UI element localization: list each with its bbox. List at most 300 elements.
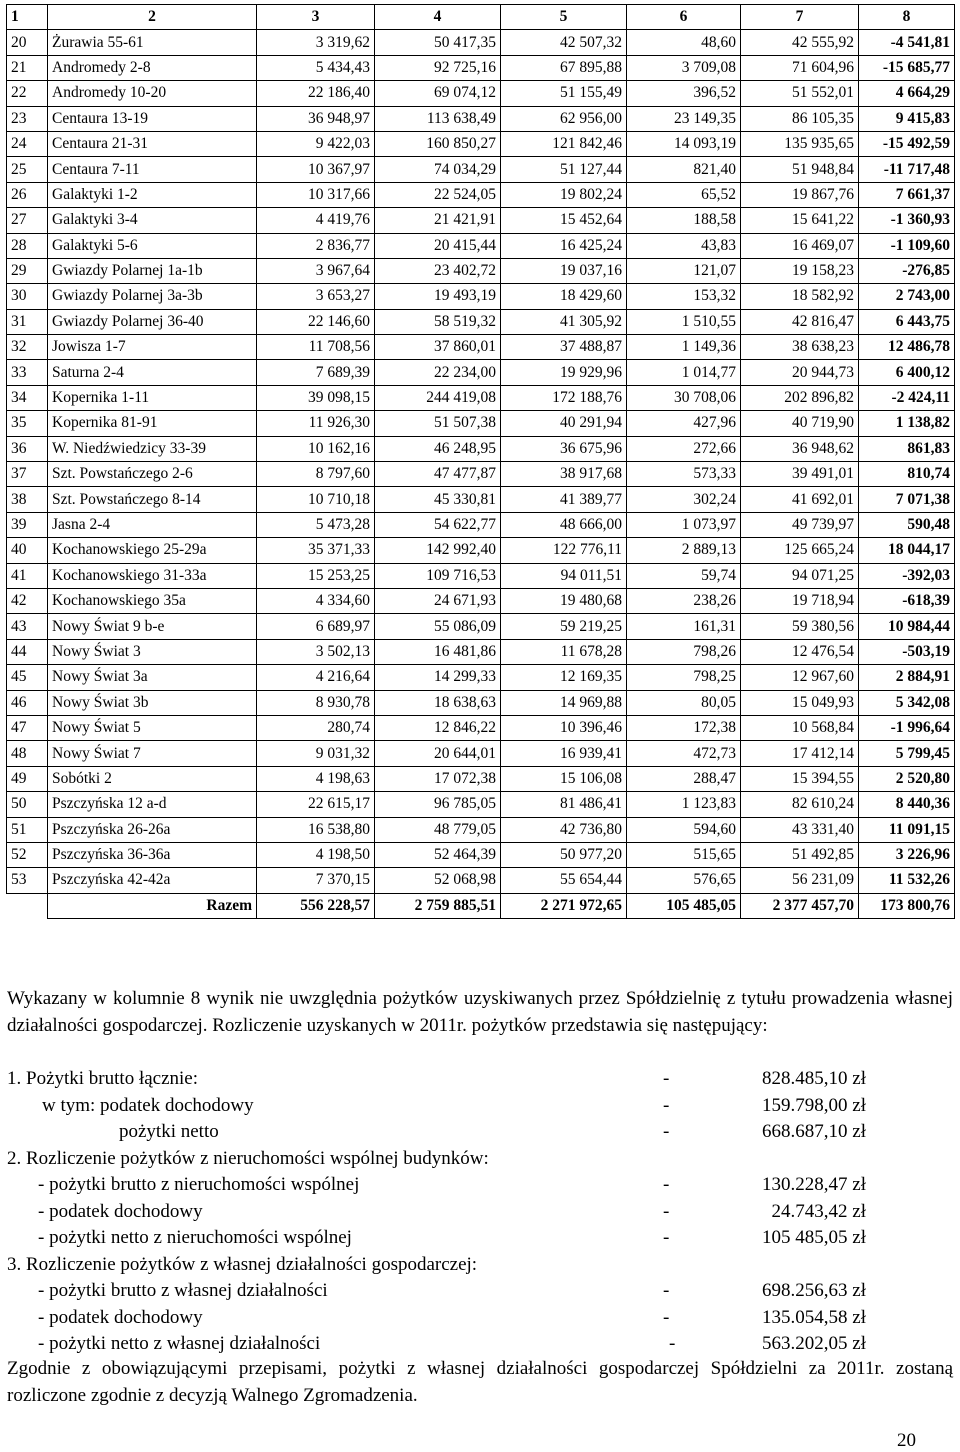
value-cell: 48,60	[627, 30, 741, 55]
header-cell: 8	[859, 5, 955, 30]
value-cell: 36 675,96	[501, 436, 627, 461]
section-3-line-3: - pożytki netto z własnej działalności	[38, 1333, 321, 1354]
value-cell: 2 743,00	[859, 284, 955, 309]
value-cell: 244 419,08	[375, 385, 501, 410]
row-number-cell: 46	[7, 690, 48, 715]
value-cell: 40 291,94	[501, 411, 627, 436]
row-number-cell: 48	[7, 741, 48, 766]
address-cell: Szt. Powstańczego 8-14	[48, 487, 257, 512]
value-cell: -15 685,77	[859, 55, 955, 80]
value-cell: -503,19	[859, 639, 955, 664]
address-cell: Saturna 2-4	[48, 360, 257, 385]
table-row	[7, 462, 955, 487]
value-cell: 2 520,80	[859, 766, 955, 791]
address-cell: Kopernika 81-91	[48, 411, 257, 436]
row-number-cell: 31	[7, 309, 48, 334]
row-number-cell: 44	[7, 639, 48, 664]
header-cell: 5	[501, 5, 627, 30]
section-2-line-2: - podatek dochodowy	[38, 1201, 203, 1222]
value-cell: 92 725,16	[375, 55, 501, 80]
value-cell: 23 402,72	[375, 258, 501, 283]
value-cell: 238,26	[627, 588, 741, 613]
row-number-cell: 49	[7, 766, 48, 791]
value-cell: 52 068,98	[375, 868, 501, 893]
dash: -	[663, 1174, 670, 1195]
value-cell: 798,26	[627, 639, 741, 664]
value-cell: 46 248,95	[375, 436, 501, 461]
value-cell: 81 486,41	[501, 792, 627, 817]
value-cell: 821,40	[627, 157, 741, 182]
row-number-cell: 21	[7, 55, 48, 80]
address-cell: Andromedy 10-20	[48, 81, 257, 106]
value-cell: 5 799,45	[859, 741, 955, 766]
value-cell: 94 011,51	[501, 563, 627, 588]
section-3-title: 3. Rozliczenie pożytków z własnej działalności gospodarczej:	[7, 1254, 478, 1275]
value-cell: 7 661,37	[859, 182, 955, 207]
value-cell: 39 098,15	[257, 385, 375, 410]
value-cell: 172,38	[627, 715, 741, 740]
value-cell: 48 666,00	[501, 512, 627, 537]
table-row	[7, 639, 955, 664]
value-cell: 161,31	[627, 614, 741, 639]
address-cell: W. Niedźwiedzicy 33-39	[48, 436, 257, 461]
address-cell: Gwiazdy Polarnej 3a-3b	[48, 284, 257, 309]
value-cell: 14 969,88	[501, 690, 627, 715]
value-cell: 21 421,91	[375, 208, 501, 233]
value-cell: 41 692,01	[741, 487, 859, 512]
value-cell: 94 071,25	[741, 563, 859, 588]
value-cell: 22 146,60	[257, 309, 375, 334]
value-cell: 18 044,17	[859, 538, 955, 563]
dash: -	[663, 1307, 670, 1328]
value-cell: 3 967,64	[257, 258, 375, 283]
value-cell: 3 653,27	[257, 284, 375, 309]
value-cell: 36 948,62	[741, 436, 859, 461]
table-row	[7, 131, 955, 156]
value-cell: 20 644,01	[375, 741, 501, 766]
value-cell: 51 155,49	[501, 81, 627, 106]
financial-table	[6, 4, 955, 919]
address-cell: Nowy Świat 3a	[48, 665, 257, 690]
value-cell: -1 360,93	[859, 208, 955, 233]
table-row	[7, 258, 955, 283]
value-cell: 142 992,40	[375, 538, 501, 563]
table-row	[7, 487, 955, 512]
value-cell: 9 031,32	[257, 741, 375, 766]
value-cell: 4 419,76	[257, 208, 375, 233]
value-cell: 10 367,97	[257, 157, 375, 182]
address-cell: Pszczyńska 42-42a	[48, 868, 257, 893]
address-cell: Kochanowskiego 35a	[48, 588, 257, 613]
value-cell: 20 415,44	[375, 233, 501, 258]
address-cell: Nowy Świat 3b	[48, 690, 257, 715]
address-cell: Pszczyńska 12 a-d	[48, 792, 257, 817]
value-cell: 8 930,78	[257, 690, 375, 715]
address-cell: Gwiazdy Polarnej 1a-1b	[48, 258, 257, 283]
address-cell: Galaktyki 1-2	[48, 182, 257, 207]
value-cell: 5 473,28	[257, 512, 375, 537]
value-cell: 69 074,12	[375, 81, 501, 106]
value-cell: 18 582,92	[741, 284, 859, 309]
table-body	[7, 5, 955, 919]
value-cell: 5 342,08	[859, 690, 955, 715]
address-cell: Jasna 2-4	[48, 512, 257, 537]
value-cell: 573,33	[627, 462, 741, 487]
value-cell: 11 708,56	[257, 335, 375, 360]
value-cell: 14 299,33	[375, 665, 501, 690]
row-number-cell: 30	[7, 284, 48, 309]
value-cell: 861,83	[859, 436, 955, 461]
value-cell: 5 434,43	[257, 55, 375, 80]
table-row	[7, 208, 955, 233]
row-number-cell: 22	[7, 81, 48, 106]
header-cell: 1	[7, 5, 48, 30]
value-cell: 202 896,82	[741, 385, 859, 410]
value-cell: 19 867,76	[741, 182, 859, 207]
table-row	[7, 284, 955, 309]
address-cell: Nowy Świat 9 b-e	[48, 614, 257, 639]
row-number-cell: 35	[7, 411, 48, 436]
address-cell: Nowy Świat 5	[48, 715, 257, 740]
table-row	[7, 741, 955, 766]
value-cell: 38 638,23	[741, 335, 859, 360]
value-cell: 65,52	[627, 182, 741, 207]
value-cell: 45 330,81	[375, 487, 501, 512]
section-1-value-1: 828.485,10 zł	[762, 1068, 866, 1089]
section-2-title: 2. Rozliczenie pożytków z nieruchomości wspólnej budynków:	[7, 1148, 489, 1169]
row-number-cell: 38	[7, 487, 48, 512]
value-cell: 58 519,32	[375, 309, 501, 334]
value-cell: 4 198,63	[257, 766, 375, 791]
address-cell: Andromedy 2-8	[48, 55, 257, 80]
table-row	[7, 842, 955, 867]
table-row	[7, 157, 955, 182]
value-cell: 10 396,46	[501, 715, 627, 740]
row-number-cell: 24	[7, 131, 48, 156]
row-number-cell: 53	[7, 868, 48, 893]
value-cell: 22 234,00	[375, 360, 501, 385]
value-cell: 22 186,40	[257, 81, 375, 106]
section-3-value-3: 563.202,05 zł	[762, 1333, 866, 1354]
header-cell: 7	[741, 5, 859, 30]
value-cell: 1 510,55	[627, 309, 741, 334]
value-cell: 172 188,76	[501, 385, 627, 410]
value-cell: -276,85	[859, 258, 955, 283]
value-cell: 36 948,97	[257, 106, 375, 131]
value-cell: 22 524,05	[375, 182, 501, 207]
value-cell: 1 123,83	[627, 792, 741, 817]
table-row	[7, 411, 955, 436]
value-cell: 11 678,28	[501, 639, 627, 664]
table-row	[7, 766, 955, 791]
value-cell: 59,74	[627, 563, 741, 588]
intro-paragraph: Wykazany w kolumnie 8 wynik nie uwzględnia pożytków uzyskiwanych przez Spółdzielnię z tytułu prowadzenia własnej działalności gospodarczej. Rozliczenie uzyskanych w 2011r. pożytków przedstawia się następujący:	[7, 988, 953, 1036]
table-row	[7, 182, 955, 207]
value-cell: 1 014,77	[627, 360, 741, 385]
value-cell: 576,65	[627, 868, 741, 893]
section-2-value-1: 130.228,47 zł	[762, 1174, 866, 1195]
row-number-cell: 28	[7, 233, 48, 258]
total-label: Razem	[48, 893, 257, 918]
value-cell: 50 417,35	[375, 30, 501, 55]
row-number-cell: 41	[7, 563, 48, 588]
value-cell: 1 073,97	[627, 512, 741, 537]
table-row	[7, 81, 955, 106]
section-2-value-3: 105 485,05 zł	[762, 1227, 866, 1248]
value-cell: -11 717,48	[859, 157, 955, 182]
value-cell: 17 072,38	[375, 766, 501, 791]
value-cell: 16 481,86	[375, 639, 501, 664]
value-cell: 30 708,06	[627, 385, 741, 410]
table-header-row	[7, 5, 955, 30]
value-cell: 10 710,18	[257, 487, 375, 512]
row-number-cell: 37	[7, 462, 48, 487]
row-number-cell: 36	[7, 436, 48, 461]
total-value-cell: 2 759 885,51	[375, 893, 501, 918]
value-cell: 10 568,84	[741, 715, 859, 740]
empty-cell	[7, 893, 48, 918]
row-number-cell: 51	[7, 817, 48, 842]
row-number-cell: 47	[7, 715, 48, 740]
table-row	[7, 385, 955, 410]
address-cell: Centaura 13-19	[48, 106, 257, 131]
total-value-cell: 2 377 457,70	[741, 893, 859, 918]
row-number-cell: 40	[7, 538, 48, 563]
value-cell: 8 440,36	[859, 792, 955, 817]
value-cell: 16 425,24	[501, 233, 627, 258]
value-cell: 12 967,60	[741, 665, 859, 690]
value-cell: 1 138,82	[859, 411, 955, 436]
value-cell: 4 198,50	[257, 842, 375, 867]
total-value-cell: 556 228,57	[257, 893, 375, 918]
header-cell: 3	[257, 5, 375, 30]
value-cell: 121,07	[627, 258, 741, 283]
row-number-cell: 29	[7, 258, 48, 283]
value-cell: 12 169,35	[501, 665, 627, 690]
value-cell: 590,48	[859, 512, 955, 537]
value-cell: 7 071,38	[859, 487, 955, 512]
value-cell: 96 785,05	[375, 792, 501, 817]
value-cell: 41 305,92	[501, 309, 627, 334]
value-cell: 11 926,30	[257, 411, 375, 436]
value-cell: 19 929,96	[501, 360, 627, 385]
section-3-value-1: 698.256,63 zł	[762, 1280, 866, 1301]
value-cell: 39 491,01	[741, 462, 859, 487]
table-row	[7, 512, 955, 537]
section-2-line-3: - pożytki netto z nieruchomości wspólnej	[38, 1227, 352, 1248]
section-3-value-2: 135.054,58 zł	[762, 1307, 866, 1328]
value-cell: 7 370,15	[257, 868, 375, 893]
table-row	[7, 665, 955, 690]
value-cell: 82 610,24	[741, 792, 859, 817]
section-1-value-3: 668.687,10 zł	[762, 1121, 866, 1142]
value-cell: -618,39	[859, 588, 955, 613]
dash: -	[663, 1201, 670, 1222]
section-1-title: 1. Pożytki brutto łącznie:	[7, 1068, 199, 1089]
row-number-cell: 33	[7, 360, 48, 385]
value-cell: 16 939,41	[501, 741, 627, 766]
closing-paragraph: Zgodnie z obowiązującymi przepisami, pożytki z własnej działalności gospodarczej Spółdzielni za 2011r. zostaną rozliczone zgodnie z decyzją Walnego Zgromadzenia.	[7, 1358, 953, 1406]
address-cell: Kochanowskiego 25-29a	[48, 538, 257, 563]
table-row	[7, 309, 955, 334]
value-cell: 35 371,33	[257, 538, 375, 563]
table-row	[7, 817, 955, 842]
value-cell: 3 709,08	[627, 55, 741, 80]
value-cell: 86 105,35	[741, 106, 859, 131]
value-cell: 4 664,29	[859, 81, 955, 106]
address-cell: Nowy Świat 3	[48, 639, 257, 664]
value-cell: 59 380,56	[741, 614, 859, 639]
table-row	[7, 588, 955, 613]
total-value-cell: 173 800,76	[859, 893, 955, 918]
value-cell: 40 719,90	[741, 411, 859, 436]
value-cell: 51 552,01	[741, 81, 859, 106]
value-cell: 18 638,63	[375, 690, 501, 715]
address-cell: Pszczyńska 36-36a	[48, 842, 257, 867]
table-row	[7, 868, 955, 893]
value-cell: 19 718,94	[741, 588, 859, 613]
value-cell: 15 253,25	[257, 563, 375, 588]
address-cell: Sobótki 2	[48, 766, 257, 791]
value-cell: 20 944,73	[741, 360, 859, 385]
row-number-cell: 23	[7, 106, 48, 131]
value-cell: 67 895,88	[501, 55, 627, 80]
value-cell: 59 219,25	[501, 614, 627, 639]
value-cell: 272,66	[627, 436, 741, 461]
address-cell: Jowisza 1-7	[48, 335, 257, 360]
table-row	[7, 690, 955, 715]
value-cell: 3 502,13	[257, 639, 375, 664]
address-cell: Szt. Powstańczego 2-6	[48, 462, 257, 487]
row-number-cell: 27	[7, 208, 48, 233]
value-cell: 594,60	[627, 817, 741, 842]
header-cell: 6	[627, 5, 741, 30]
value-cell: 50 977,20	[501, 842, 627, 867]
value-cell: 188,58	[627, 208, 741, 233]
address-cell: Centaura 21-31	[48, 131, 257, 156]
value-cell: 7 689,39	[257, 360, 375, 385]
row-number-cell: 20	[7, 30, 48, 55]
value-cell: -4 541,81	[859, 30, 955, 55]
row-number-cell: 45	[7, 665, 48, 690]
value-cell: 37 860,01	[375, 335, 501, 360]
value-cell: 42 736,80	[501, 817, 627, 842]
value-cell: 11 532,26	[859, 868, 955, 893]
value-cell: 122 776,11	[501, 538, 627, 563]
value-cell: 55 654,44	[501, 868, 627, 893]
value-cell: 74 034,29	[375, 157, 501, 182]
value-cell: 10 162,16	[257, 436, 375, 461]
dash: -	[663, 1280, 670, 1301]
address-cell: Pszczyńska 26-26a	[48, 817, 257, 842]
total-row	[7, 893, 955, 918]
address-cell: Kopernika 1-11	[48, 385, 257, 410]
value-cell: 280,74	[257, 715, 375, 740]
value-cell: 109 716,53	[375, 563, 501, 588]
value-cell: 3 226,96	[859, 842, 955, 867]
value-cell: 9 422,03	[257, 131, 375, 156]
value-cell: 6 689,97	[257, 614, 375, 639]
dash: -	[663, 1227, 670, 1248]
table-row	[7, 55, 955, 80]
value-cell: 2 889,13	[627, 538, 741, 563]
row-number-cell: 50	[7, 792, 48, 817]
row-number-cell: 34	[7, 385, 48, 410]
section-1-line-2: w tym: podatek dochodowy	[42, 1095, 254, 1116]
value-cell: 17 412,14	[741, 741, 859, 766]
table-row	[7, 335, 955, 360]
value-cell: 19 493,19	[375, 284, 501, 309]
section-3-line-2: - podatek dochodowy	[38, 1307, 203, 1328]
value-cell: 47 477,87	[375, 462, 501, 487]
value-cell: 12 486,78	[859, 335, 955, 360]
value-cell: 51 492,85	[741, 842, 859, 867]
value-cell: 52 464,39	[375, 842, 501, 867]
value-cell: 160 850,27	[375, 131, 501, 156]
value-cell: -15 492,59	[859, 131, 955, 156]
value-cell: 798,25	[627, 665, 741, 690]
value-cell: 37 488,87	[501, 335, 627, 360]
address-cell: Galaktyki 3-4	[48, 208, 257, 233]
value-cell: 396,52	[627, 81, 741, 106]
value-cell: 15 452,64	[501, 208, 627, 233]
table-row	[7, 233, 955, 258]
value-cell: 15 106,08	[501, 766, 627, 791]
table-row	[7, 563, 955, 588]
total-value-cell: 105 485,05	[627, 893, 741, 918]
row-number-cell: 26	[7, 182, 48, 207]
value-cell: 43 331,40	[741, 817, 859, 842]
value-cell: 19 802,24	[501, 182, 627, 207]
table-row	[7, 360, 955, 385]
value-cell: 19 158,23	[741, 258, 859, 283]
value-cell: 135 935,65	[741, 131, 859, 156]
table-row	[7, 538, 955, 563]
value-cell: 24 671,93	[375, 588, 501, 613]
value-cell: 42 816,47	[741, 309, 859, 334]
dash: -	[663, 1068, 670, 1089]
value-cell: 4 216,64	[257, 665, 375, 690]
table-row	[7, 614, 955, 639]
value-cell: 41 389,77	[501, 487, 627, 512]
dash: -	[669, 1333, 676, 1354]
value-cell: 80,05	[627, 690, 741, 715]
value-cell: 48 779,05	[375, 817, 501, 842]
row-number-cell: 39	[7, 512, 48, 537]
value-cell: 11 091,15	[859, 817, 955, 842]
value-cell: 38 917,68	[501, 462, 627, 487]
value-cell: 14 093,19	[627, 131, 741, 156]
value-cell: 43,83	[627, 233, 741, 258]
value-cell: 51 507,38	[375, 411, 501, 436]
value-cell: 15 641,22	[741, 208, 859, 233]
value-cell: 6 400,12	[859, 360, 955, 385]
row-number-cell: 32	[7, 335, 48, 360]
section-2-value-2: 24.743,42 zł	[771, 1201, 866, 1222]
value-cell: 2 836,77	[257, 233, 375, 258]
value-cell: 153,32	[627, 284, 741, 309]
section-1-value-2: 159.798,00 zł	[762, 1095, 866, 1116]
row-number-cell: 43	[7, 614, 48, 639]
section-2-line-1: - pożytki brutto z nieruchomości wspólnej	[38, 1174, 360, 1195]
value-cell: 56 231,09	[741, 868, 859, 893]
section-1-line-3: pożytki netto	[119, 1121, 219, 1142]
value-cell: -392,03	[859, 563, 955, 588]
value-cell: 19 480,68	[501, 588, 627, 613]
table-row	[7, 436, 955, 461]
value-cell: 12 476,54	[741, 639, 859, 664]
table-row	[7, 30, 955, 55]
